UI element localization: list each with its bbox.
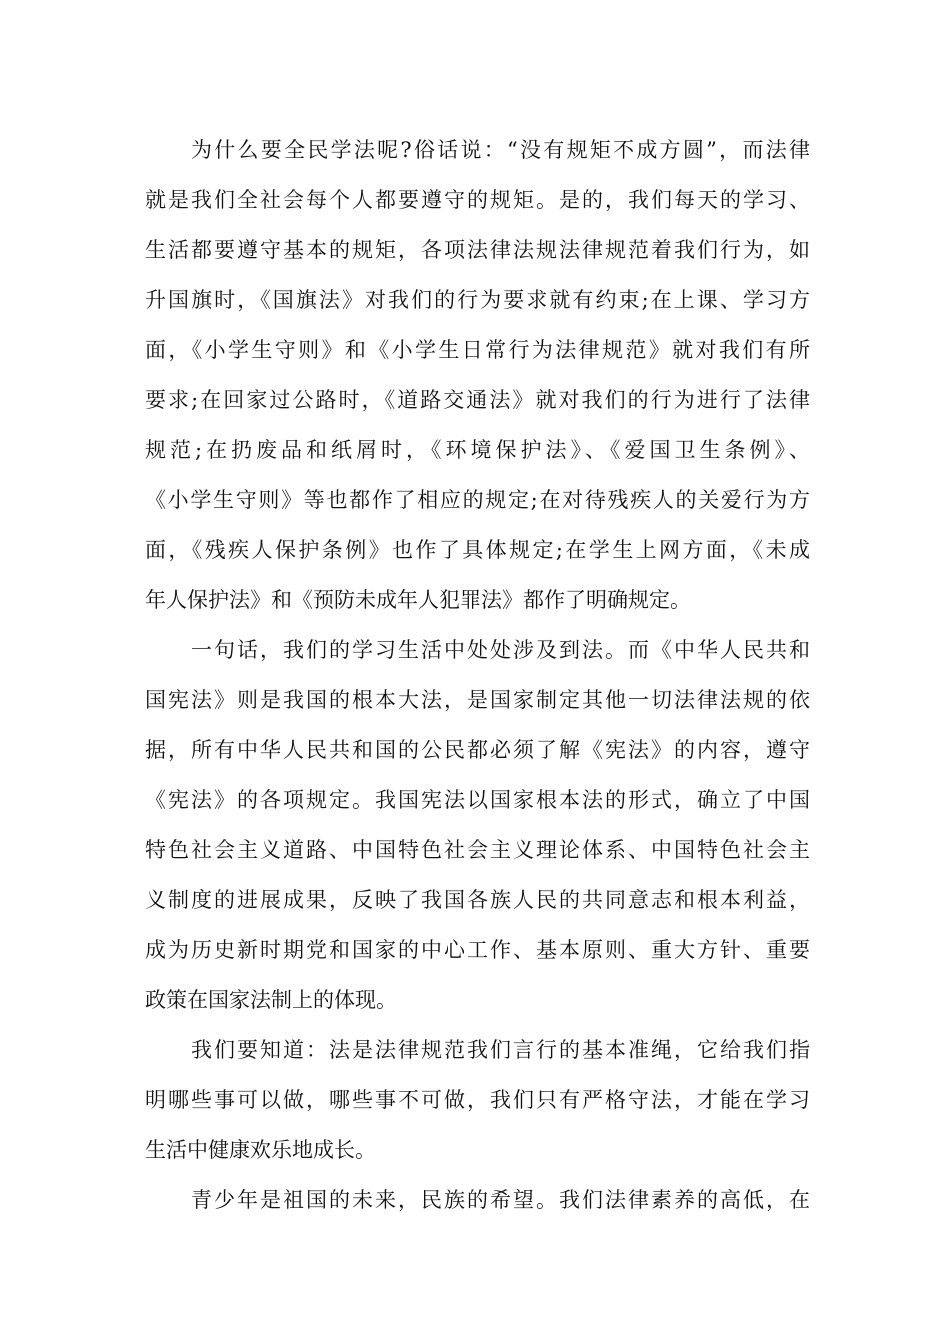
paragraph-2-line-4: 《宪法》的各项规定。我国宪法以国家根本法的形式，确立了中国 xyxy=(145,788,810,812)
paragraph-2-line-2: 国宪法》则是我国的根本大法，是国家制定其他一切法律法规的依 xyxy=(145,688,810,712)
paragraph-2-line-1: 一句话，我们的学习生活中处处涉及到法。而《中华人民共和 xyxy=(191,638,810,662)
paragraph-1-line-7: 规范;在扔废品和纸屑时，《环境保护法》、《爱国卫生条例》、 xyxy=(145,438,810,462)
paragraph-1-line-5: 面，《小学生守则》和《小学生日常行为法律规范》就对我们有所 xyxy=(145,338,810,362)
paragraph-1-line-9: 面，《残疾人保护条例》也作了具体规定;在学生上网方面，《未成 xyxy=(145,538,810,562)
paragraph-1-line-1: 为什么要全民学法呢?俗话说：“没有规矩不成方圆”，而法律 xyxy=(191,138,810,162)
paragraph-2-line-5: 特色社会主义道路、中国特色社会主义理论体系、中国特色社会主 xyxy=(145,838,810,862)
paragraph-3-line-3: 生活中健康欢乐地成长。 xyxy=(145,1138,376,1162)
paragraph-2-line-7: 成为历史新时期党和国家的中心工作、基本原则、重大方针、重要 xyxy=(145,938,810,962)
paragraph-1-line-3: 生活都要遵守基本的规矩，各项法律法规法律规范着我们行为，如 xyxy=(145,238,810,262)
paragraph-2-line-8: 政策在国家法制上的体现。 xyxy=(145,988,397,1012)
paragraph-3-line-2: 明哪些事可以做，哪些事不可做，我们只有严格守法，才能在学习 xyxy=(145,1088,810,1112)
paragraph-1-line-4: 升国旗时，《国旗法》对我们的行为要求就有约束;在上课、学习方 xyxy=(145,288,810,312)
paragraph-1-line-2: 就是我们全社会每个人都要遵守的规矩。是的，我们每天的学习、 xyxy=(145,188,810,212)
paragraph-2-line-6: 义制度的进展成果，反映了我国各族人民的共同意志和根本利益， xyxy=(145,888,810,912)
paragraph-1-line-6: 要求;在回家过公路时，《道路交通法》就对我们的行为进行了法律 xyxy=(145,388,810,412)
paragraph-2-line-3: 据，所有中华人民共和国的公民都必须了解《宪法》的内容，遵守 xyxy=(145,738,810,762)
paragraph-4-line-1: 青少年是祖国的未来，民族的希望。我们法律素养的高低，在 xyxy=(191,1188,810,1212)
paragraph-1-line-10: 年人保护法》和《预防未成年人犯罪法》都作了明确规定。 xyxy=(145,588,691,612)
paragraph-1-line-8: 《小学生守则》等也都作了相应的规定;在对待残疾人的关爱行为方 xyxy=(145,488,810,512)
paragraph-3-line-1: 我们要知道：法是法律规范我们言行的基本准绳，它给我们指 xyxy=(191,1038,810,1062)
